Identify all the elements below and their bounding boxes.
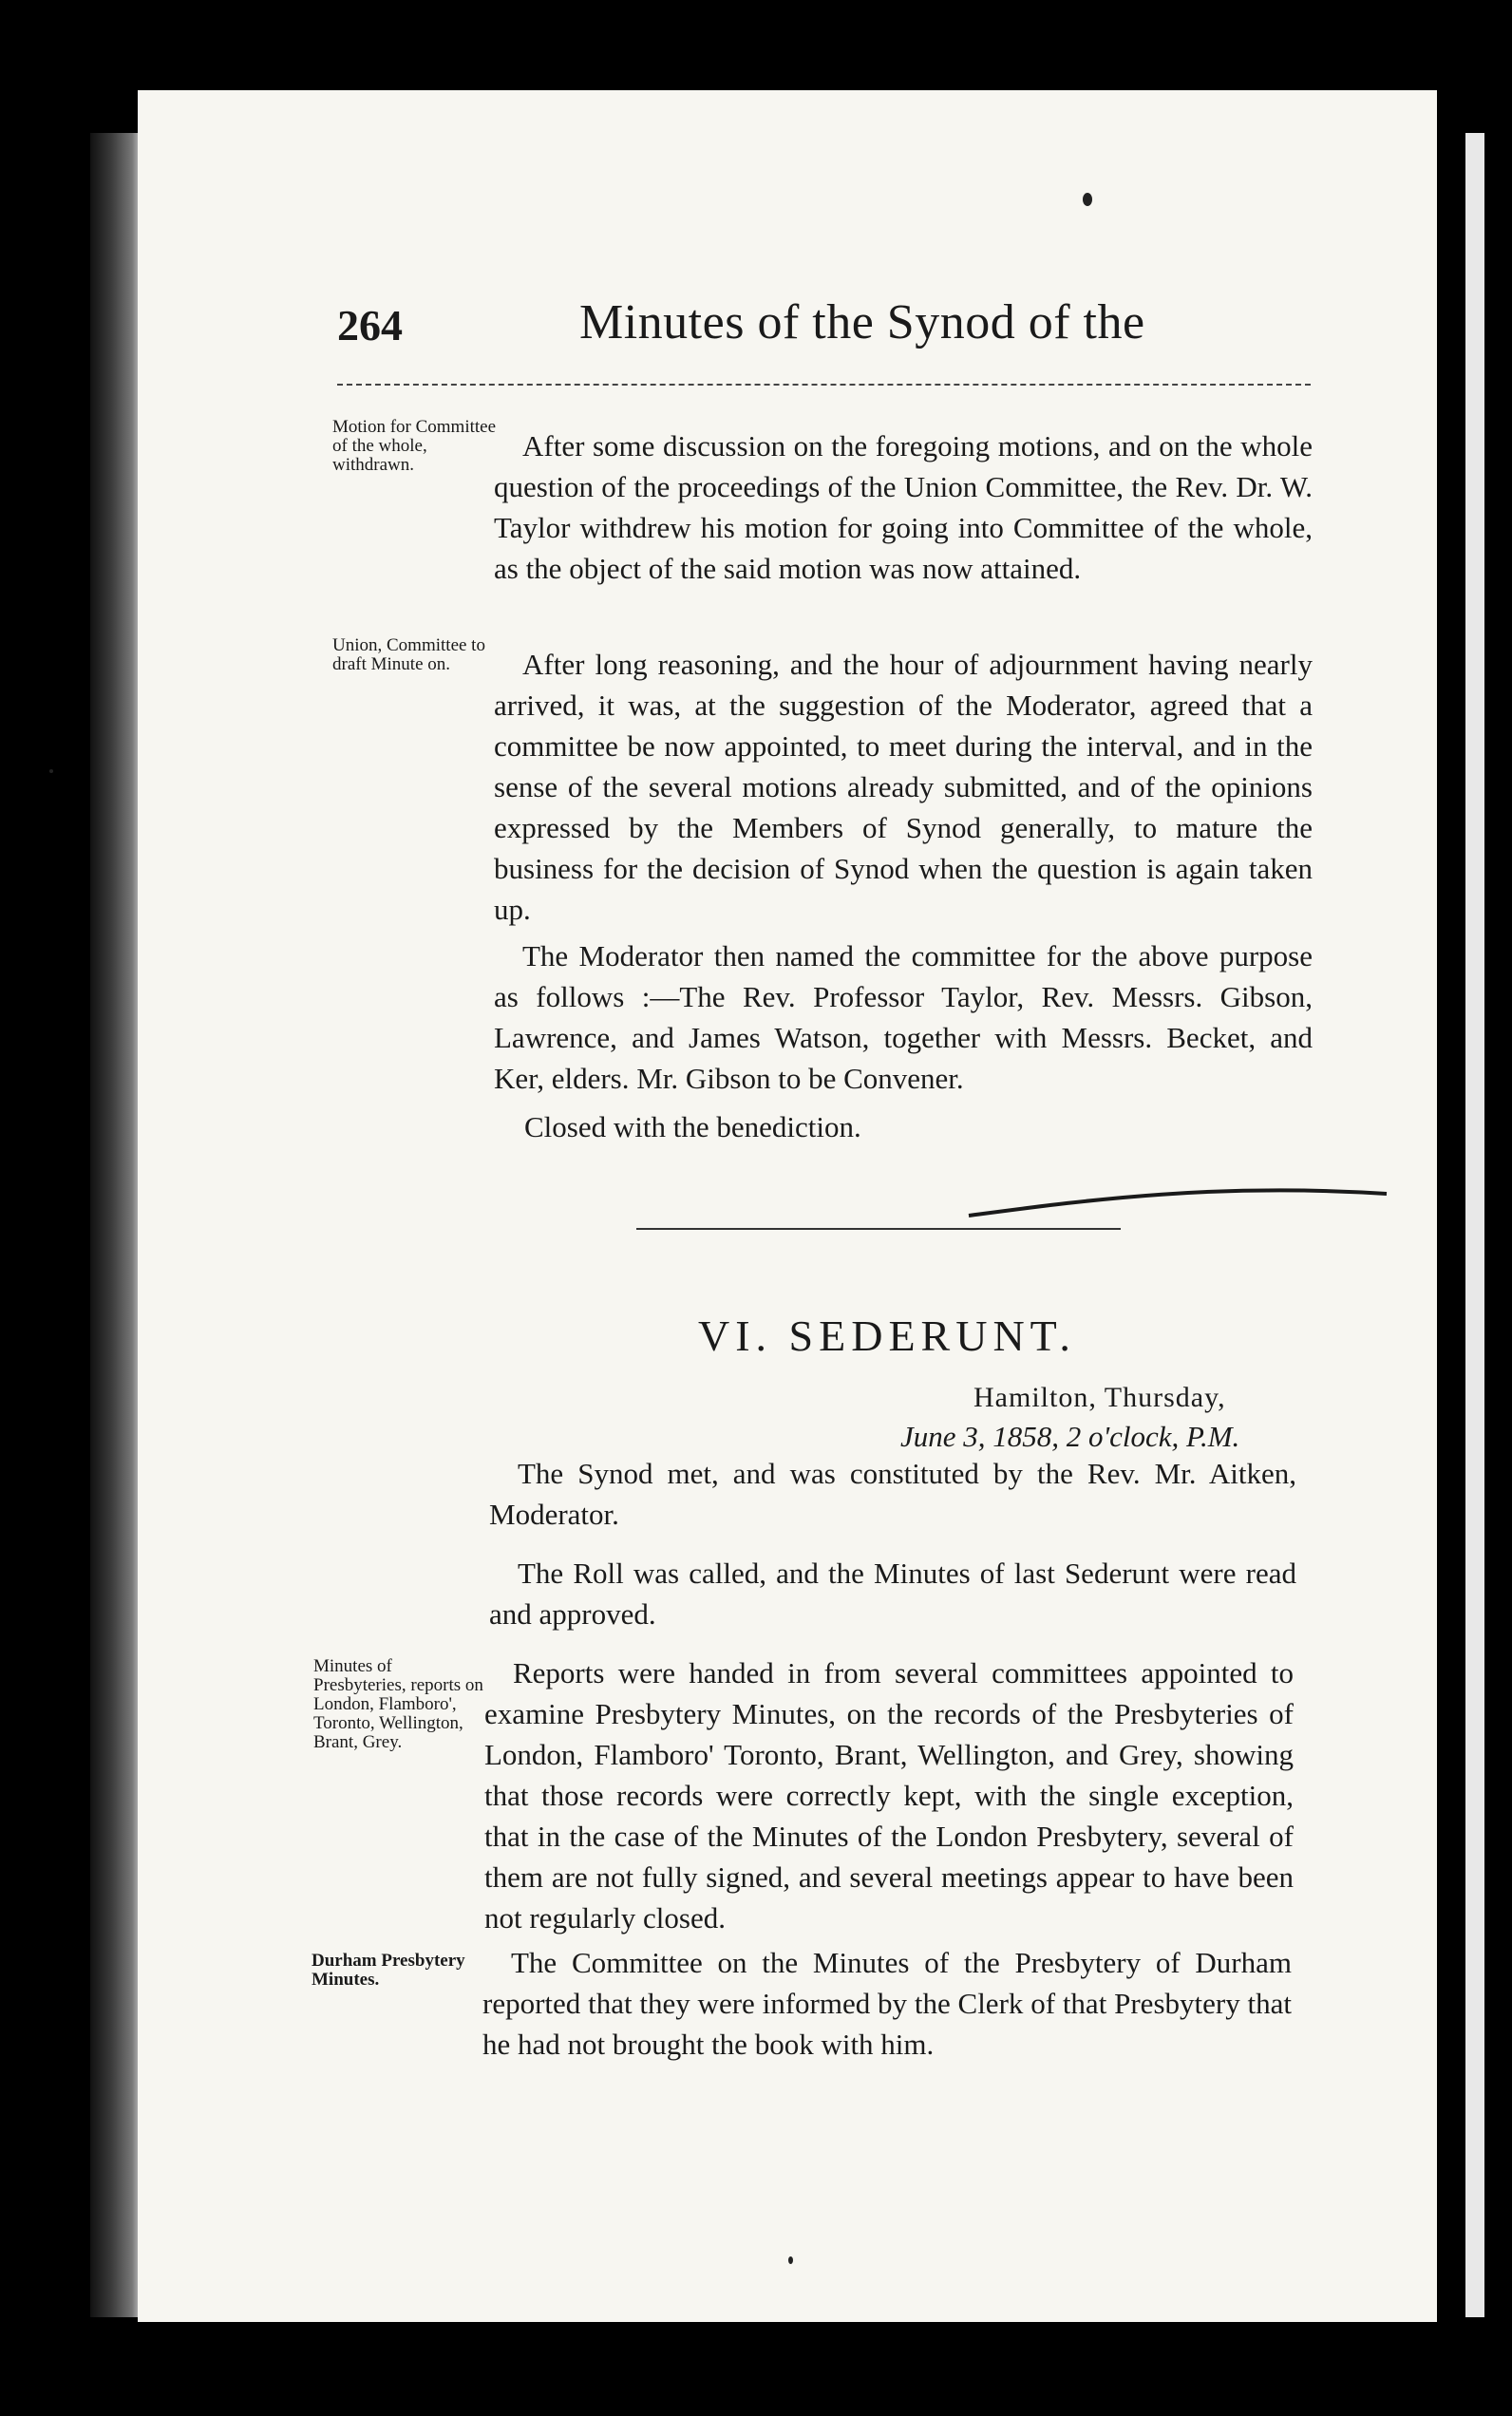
paragraph-union-committee: After long reasoning, and the hour of adjournment having nearly arrived, it was, at the suggestion of the Moderator, agreed that a committee be now appointed, to meet during the interval, and in the sense of the several motions already submitted, and of the opinions expressed by the Members of Synod generally, to mature the business for the decision of Synod when the question is again taken up.: [494, 648, 1313, 926]
paragraph-durham-minutes: The Committee on the Minutes of the Presbytery of Durham reported that they were informed by the Clerk of that Presbytery that he had not brought the book with him.: [482, 1946, 1292, 2061]
paragraph-synod-met: The Synod met, and was constituted by the Rev. Mr. Aitken, Moderator.: [489, 1457, 1296, 1531]
paragraph-presbytery-reports: Reports were handed in from several committees appointed to examine Presbytery Minutes, on the records of the Presbyteries of London, Flamboro' Toronto, Brant, Wellington, and Grey, showing that those records were correctly kept, with the single exception, that in the case of the Minutes of the London Presbytery, several of them are not fully signed, and several meetings appear to have been not regularly closed.: [484, 1656, 1294, 1935]
ink-mark: [49, 769, 53, 773]
paragraph-committee-withdrawn: After some discussion on the foregoing motions, and on the whole question of the proceedings of the Union Committee, the Rev. Dr. W. Taylor withdrew his motion for going into Committee of the whole, as the object of the said motion was now attained.: [494, 429, 1313, 585]
paragraph-moderator-named: The Moderator then named the committee for the above purpose as follows :—The Rev. Professor Taylor, Rev. Messrs. Gibson, Lawrence, and James Watson, together with Messrs. Becket, and Ker, elders. Mr. Gibson to be Convener.: [494, 939, 1313, 1095]
header-rule: [337, 384, 1311, 386]
paragraph-closed-benediction: Closed with the benediction.: [524, 1110, 861, 1143]
section-divider: [636, 1228, 1121, 1230]
paragraph-roll-called: The Roll was called, and the Minutes of last Sederunt were read and approved.: [489, 1557, 1296, 1631]
margin-note-union-committee: Union, Committee to draft Minute on.: [332, 635, 485, 674]
dateline-place: Hamilton, Thursday,: [973, 1382, 1226, 1413]
pen-stroke-mark: [964, 1173, 1391, 1230]
page-shadow: [90, 133, 142, 2317]
margin-note-committee-withdrawn: Motion for Committee of the whole, withdrawn.: [332, 417, 497, 475]
margin-note-presbytery-reports: Minutes of Presbyteries, reports on London, Flamboro', Toronto, Wellington, Brant, Grey.: [313, 1656, 483, 1752]
margin-note-durham: Durham Presbytery Minutes.: [312, 1951, 465, 1990]
running-title: Minutes of the Synod of the: [579, 295, 1145, 349]
facing-page-strip: [1465, 133, 1484, 2317]
ink-mark: [1083, 193, 1092, 206]
dateline-date: June 3, 1858, 2 o'clock, P.M.: [900, 1420, 1240, 1453]
section-heading-sederunt: VI. SEDERUNT.: [698, 1312, 1076, 1360]
page-edge-right: [1437, 90, 1465, 2322]
page-header: [337, 294, 1311, 361]
ink-mark: [788, 2256, 793, 2264]
page-number: 264: [337, 301, 403, 349]
